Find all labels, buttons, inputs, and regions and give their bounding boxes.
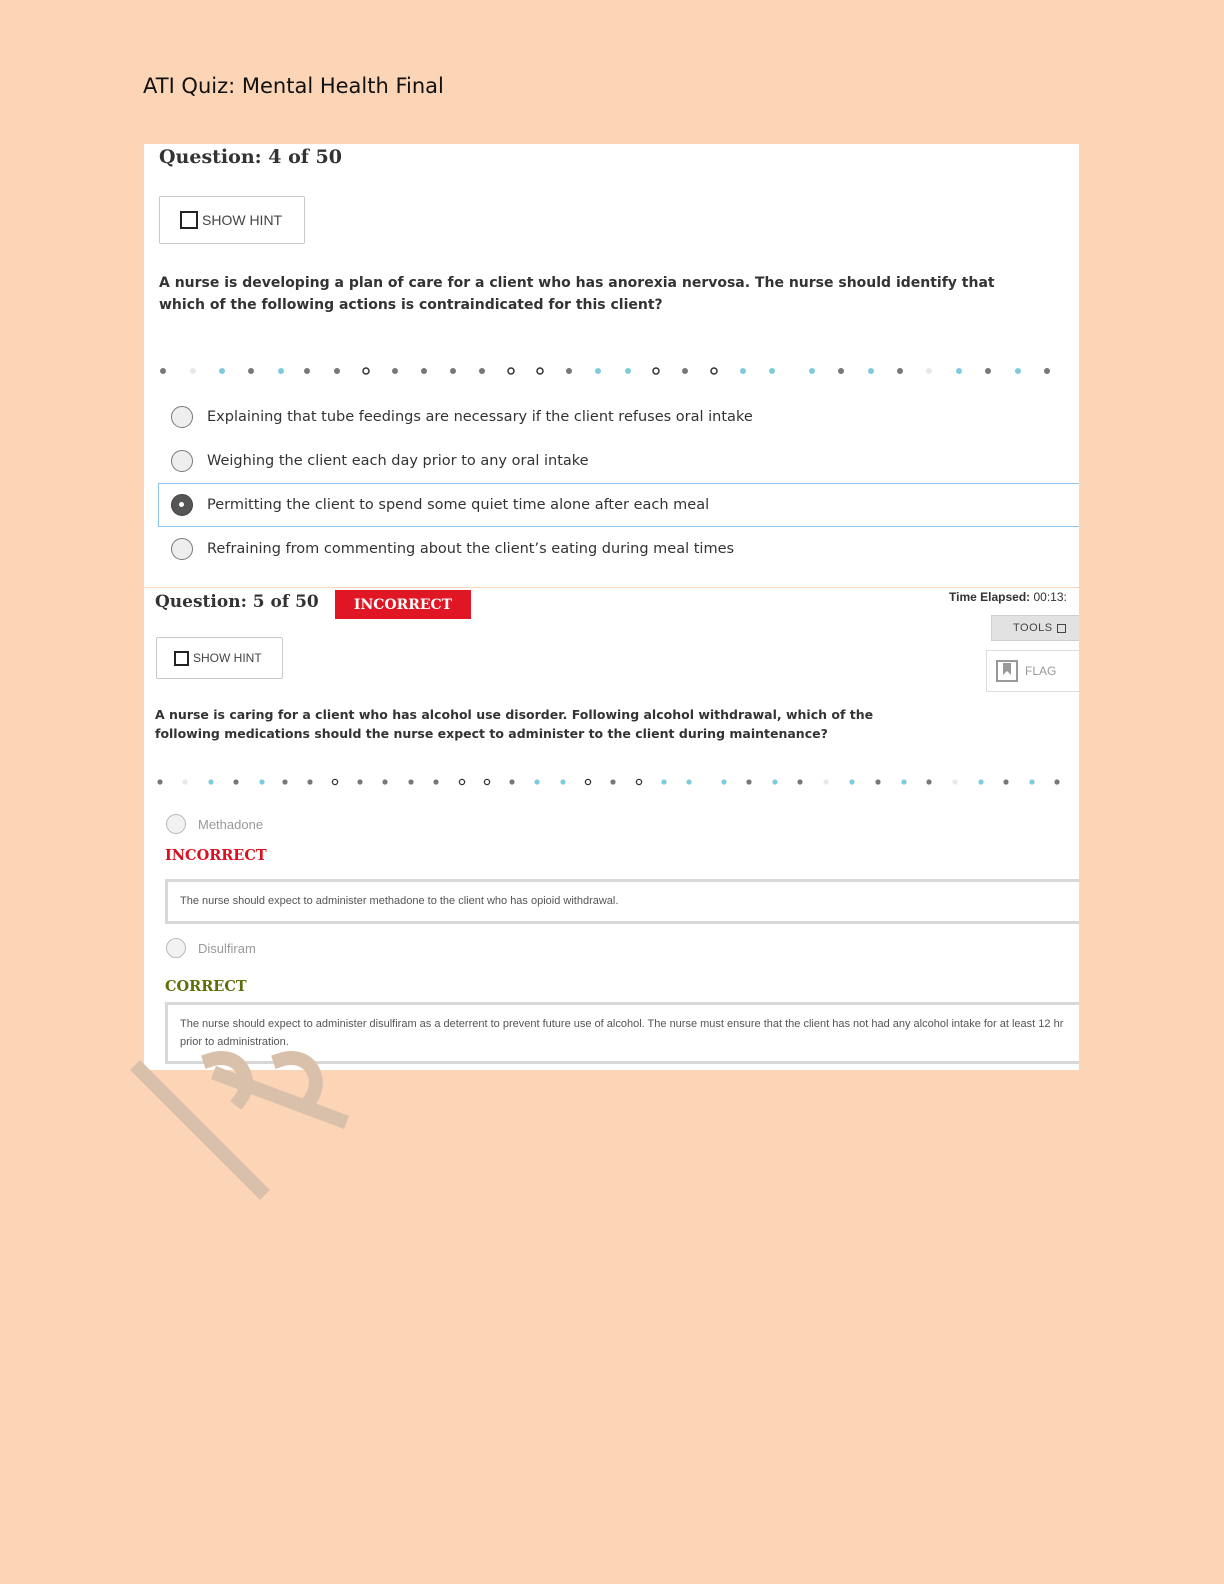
answer-choice-selected[interactable] <box>158 483 1079 527</box>
radio-button[interactable] <box>171 538 193 560</box>
show-hint-button[interactable] <box>159 196 305 244</box>
time-elapsed-label: Time Elapsed: <box>949 590 1031 604</box>
radio-button-checked[interactable] <box>171 494 193 516</box>
answer-label: Weighing the client each day prior to any oral intake <box>207 453 589 469</box>
answer-choice[interactable] <box>166 938 256 958</box>
question-text: A nurse is caring for a client who has alcohol use disorder. Following alcohol withdrawal, which of the following medications should the nurse expect to administer to the client during maintenance? <box>155 707 874 741</box>
status-badge: INCORRECT <box>335 590 471 619</box>
answer-label: Permitting the client to spend some quiet time alone after each meal <box>207 497 710 513</box>
question-4-panel <box>144 144 1079 587</box>
verdict-label: INCORRECT <box>165 847 267 864</box>
question-heading: Question: 5 of 50 <box>155 592 319 612</box>
radio-button[interactable] <box>166 814 186 834</box>
show-hint-button[interactable] <box>156 637 283 679</box>
tools-label: TOOLS <box>1013 622 1053 634</box>
checkbox-empty-icon <box>174 651 189 666</box>
checkbox-empty-icon <box>180 211 198 229</box>
answer-label: Explaining that tube feedings are necessary if the client refuses oral intake <box>207 409 753 425</box>
verdict-label: CORRECT <box>165 978 247 995</box>
flag-label: FLAG <box>1025 664 1057 678</box>
question-5-panel <box>144 588 1079 1070</box>
radio-button[interactable] <box>166 938 186 958</box>
progress-dots <box>144 777 1079 787</box>
watermark-graphic <box>130 1050 430 1210</box>
flag-button[interactable] <box>986 650 1079 692</box>
radio-button[interactable] <box>171 450 193 472</box>
answer-choice[interactable] <box>171 395 1071 439</box>
show-hint-label: SHOW HINT <box>202 212 283 228</box>
progress-dots <box>144 366 1079 376</box>
answer-label: Methadone <box>198 816 264 832</box>
radio-button[interactable] <box>171 406 193 428</box>
question-text: A nurse is developing a plan of care for a client who has anorexia nervosa. The nurse should identify that which of the following actions is contraindicated for this client? <box>159 275 995 313</box>
question-heading: Question: 4 of 50 <box>159 146 342 168</box>
rationale-box: The nurse should expect to administer methadone to the client who has opioid withdrawal. <box>165 879 1079 924</box>
time-elapsed <box>949 590 1067 604</box>
bookmark-flag-icon <box>995 659 1019 683</box>
rationale-box: The nurse should expect to administer disulfiram as a deterrent to prevent future use of alcohol. The nurse must ensure that the client has not had any alcohol intake for at least 12 hr prior to administration. <box>165 1002 1079 1064</box>
answer-choice[interactable] <box>171 527 1071 571</box>
time-elapsed-value: 00:13: <box>1033 590 1067 604</box>
tools-button[interactable] <box>991 615 1079 641</box>
answer-choice[interactable] <box>166 814 263 834</box>
answer-label: Disulfiram <box>198 940 256 956</box>
document-title: ATI Quiz: Mental Health Final <box>143 74 444 98</box>
square-icon <box>1057 624 1066 633</box>
answer-label: Refraining from commenting about the client’s eating during meal times <box>207 541 735 557</box>
show-hint-label: SHOW HINT <box>193 651 262 665</box>
answer-choice[interactable] <box>171 439 1071 483</box>
